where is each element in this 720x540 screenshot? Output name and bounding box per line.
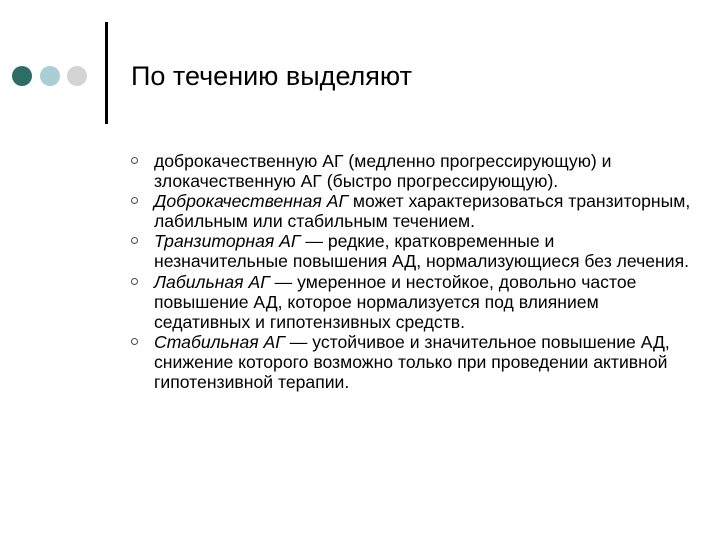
decorative-dots bbox=[12, 66, 96, 86]
bullet-list bbox=[131, 151, 691, 392]
hollow-circle-icon bbox=[131, 197, 138, 204]
bullet-text: может характеризоваться транзиторным, лабильным или стабильным течением. bbox=[154, 191, 691, 232]
bullet-lead: Транзиторная АГ bbox=[154, 231, 301, 252]
bullet-text: — умеренное и нестойкое, довольно частое повышение АД, которое нормализуется под влиянием седативных и гипотензивных средств. bbox=[154, 271, 637, 332]
hollow-circle-icon bbox=[131, 278, 138, 285]
bullet-text: доброкачественную АГ (медленно прогрессирующую) и злокачественную АГ (быстро прогрессирующую). bbox=[154, 151, 612, 192]
bullet-text: — редкие, кратковременные и незначительные повышения АД, нормализующиеся без лечения. bbox=[154, 231, 690, 272]
hollow-circle-icon bbox=[131, 237, 138, 244]
light-gray-dot-icon bbox=[67, 66, 87, 86]
bullet-item bbox=[131, 151, 691, 191]
bullet-item bbox=[131, 191, 691, 231]
bullet-item bbox=[131, 332, 691, 392]
slide-title: По течению выделяют bbox=[131, 61, 412, 91]
bullet-text: — устойчивое и значительное повышение АД, снижение которого возможно только при проведении активной гипотензивной терапии. bbox=[154, 331, 670, 393]
light-blue-dot-icon bbox=[40, 66, 60, 86]
bullet-lead: Лабильная АГ bbox=[154, 271, 270, 292]
bullet-lead: Доброкачественная АГ bbox=[154, 191, 349, 212]
title-divider bbox=[105, 22, 108, 124]
hollow-circle-icon bbox=[131, 338, 138, 345]
bullet-item bbox=[131, 231, 691, 271]
hollow-circle-icon bbox=[131, 157, 138, 164]
bullet-item bbox=[131, 272, 691, 332]
bullet-lead: Стабильная АГ bbox=[154, 331, 285, 352]
teal-dot-icon bbox=[12, 66, 32, 86]
